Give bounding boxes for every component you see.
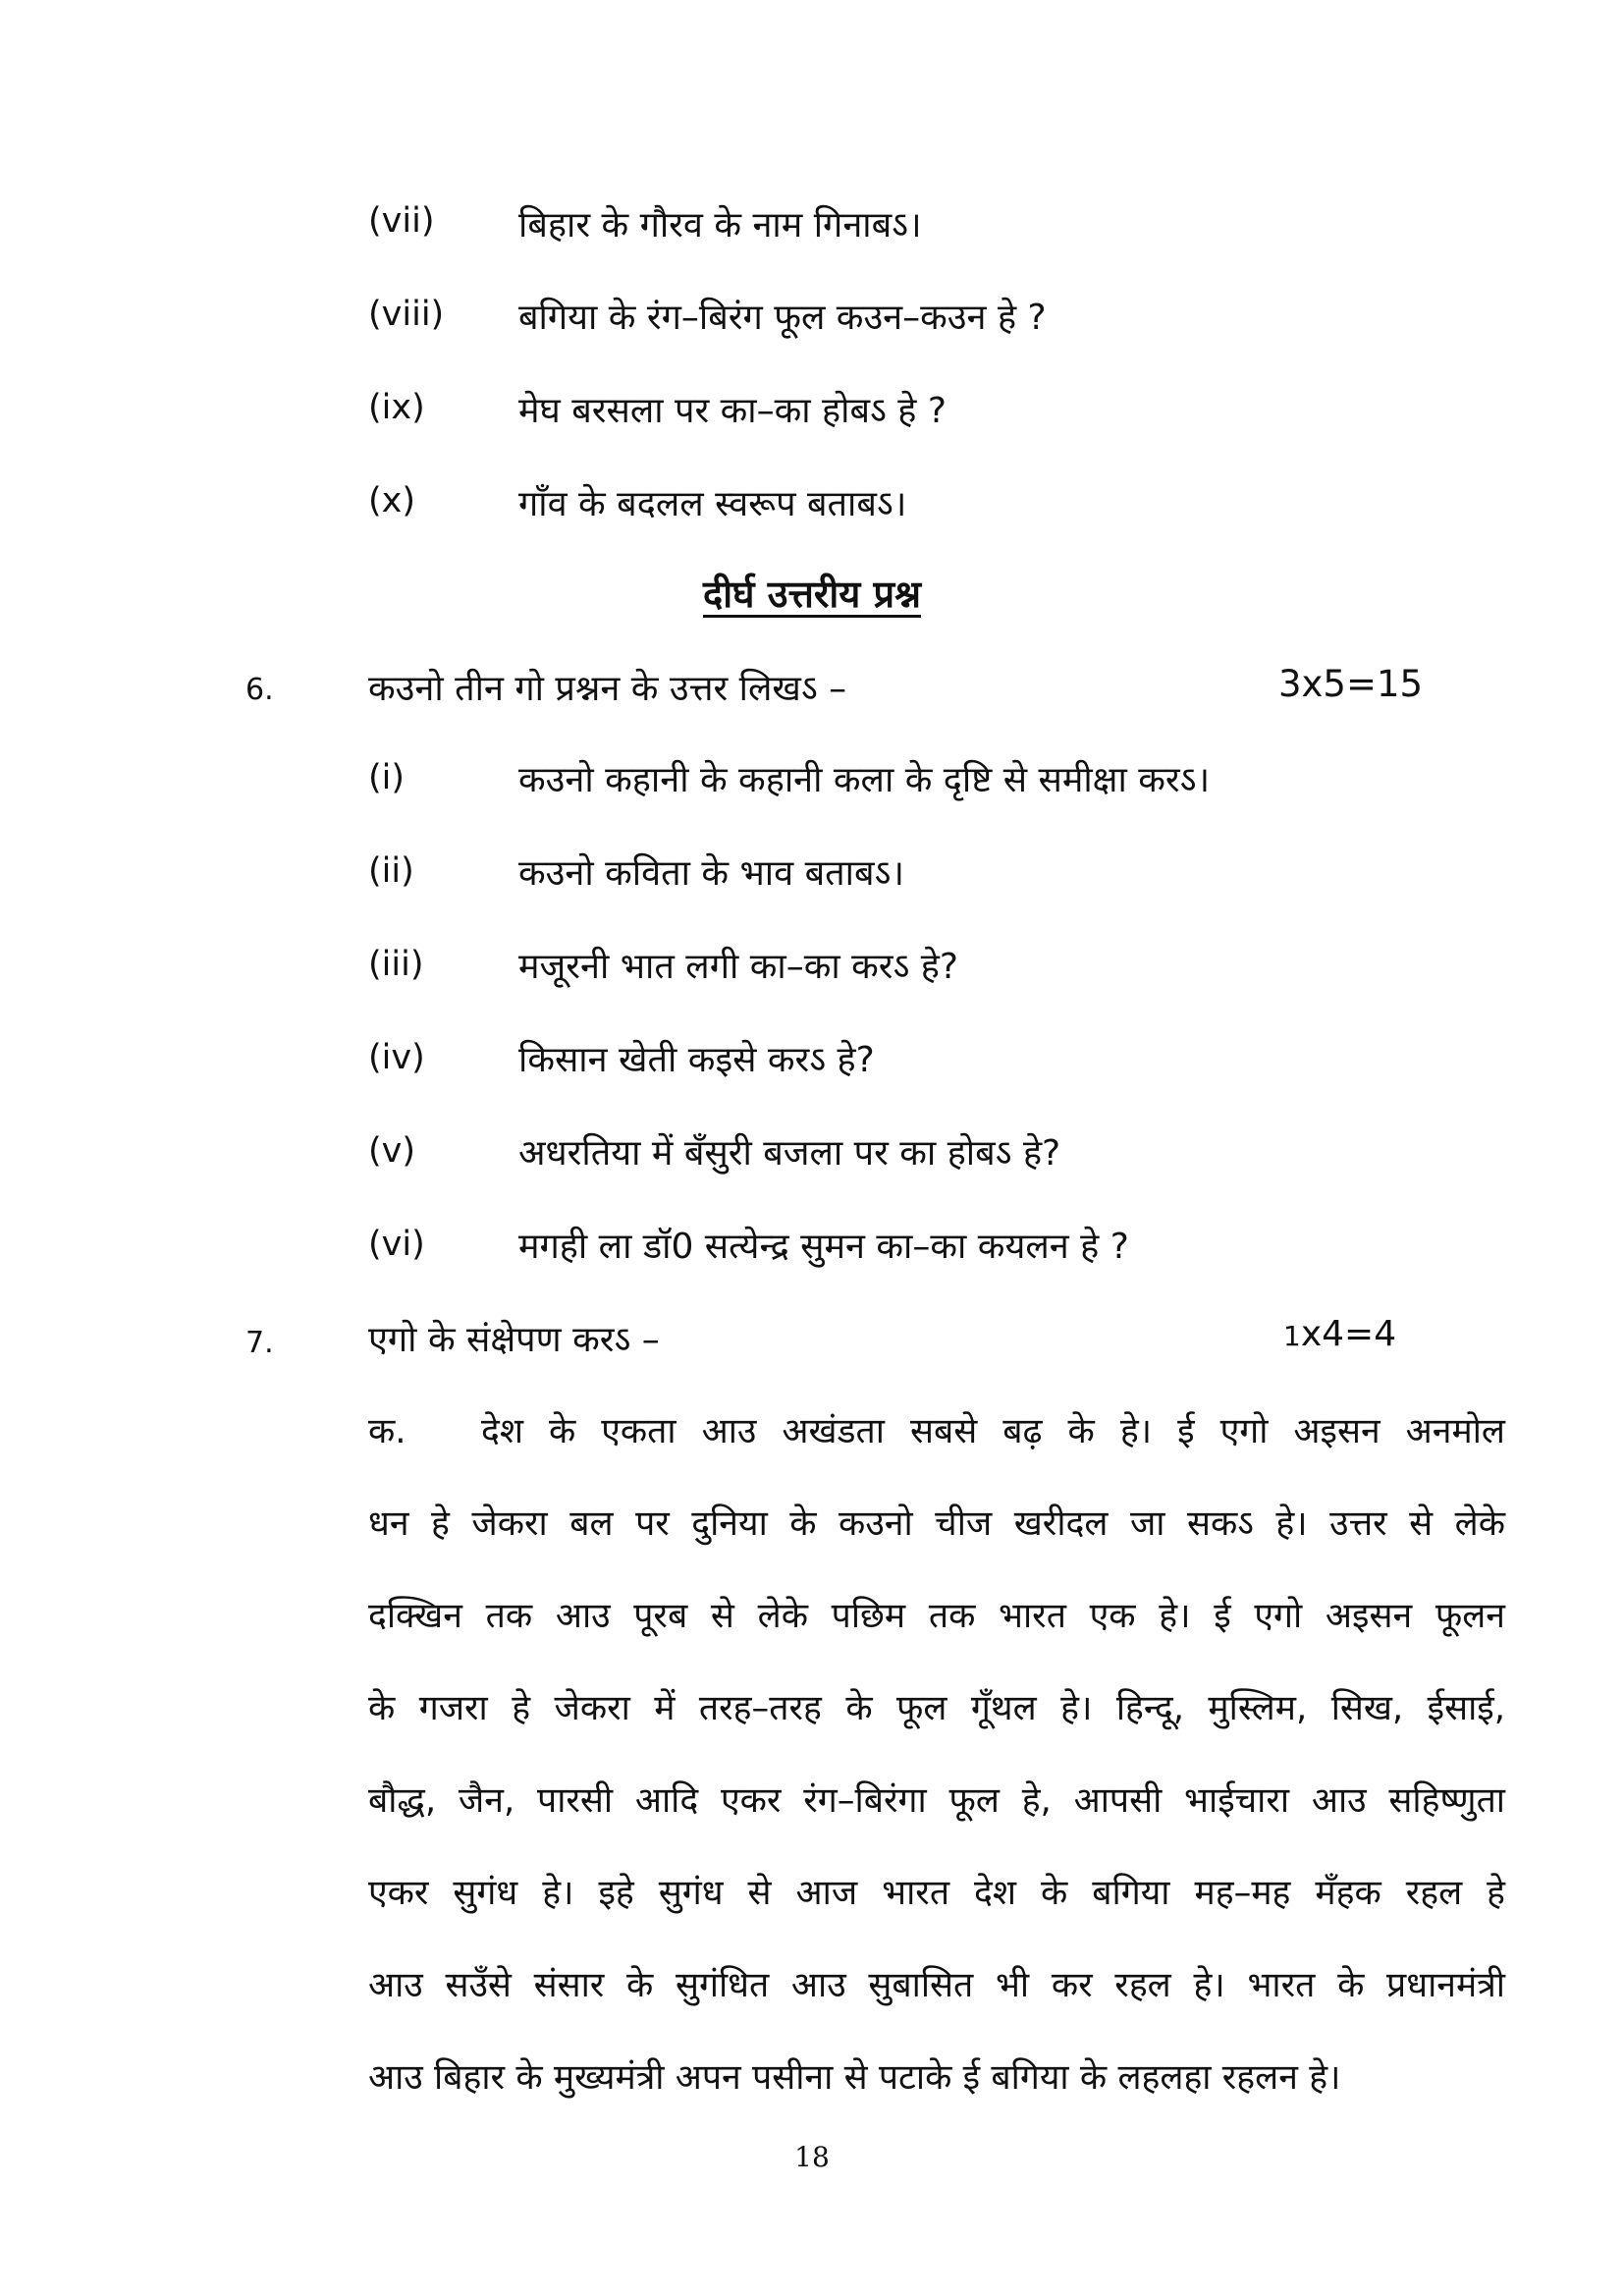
- question-7-marks-value: x4=4: [1300, 1314, 1397, 1354]
- item-text-i: कउनो कहानी के कहानी कला के दृष्टि से समीक्षा करऽ।: [518, 760, 1211, 800]
- question-7-number: 7.: [245, 1326, 274, 1360]
- question-6-number: 6.: [245, 673, 274, 707]
- item-text-v: अधरतिया में बँसुरी बजला पर का होबऽ हे?: [518, 1133, 1061, 1174]
- item-text-vii: बिहार के गौरव के नाम गिनाबऽ।: [518, 205, 922, 246]
- question-7-marks: [1283, 1314, 1396, 1354]
- item-label-x: (x): [368, 481, 416, 520]
- passage-label: क.: [368, 1411, 406, 1451]
- passage-line-5: बौद्ध, जैन, पारसी आदि एकर रंग–बिरंगा फूल हे, आपसी भाईचारा आउ सहिष्णुता: [368, 1780, 1505, 1821]
- question-6-marks: 3x5=15: [1278, 663, 1424, 705]
- passage-line-8: आउ बिहार के मुख्यमंत्री अपन पसीना से पटाके ई बगिया के लहलहा रहलन हे।: [368, 2057, 1341, 2098]
- item-label-v: (v): [368, 1131, 416, 1171]
- passage-line-3: दक्खिन तक आउ पूरब से लेके पछिम तक भारत एक हे। ई एगो अइसन फूलन: [368, 1596, 1505, 1636]
- passage-line-2: धन हे जेकरा बल पर दुनिया के कउनो चीज खरीदल जा सकऽ हे। उत्तर से लेके: [368, 1503, 1505, 1544]
- item-label-ii: (ii): [368, 851, 414, 891]
- question-6-text: कउनो तीन गो प्रश्नन के उत्तर लिखऽ –: [368, 669, 847, 709]
- item-label-i: (i): [368, 758, 406, 797]
- passage-line-7: आउ सउँसे संसार के सुगंधित आउ सुबासित भी कर रहल हे। भारत के प्रधानमंत्री: [368, 1965, 1505, 2005]
- question-7-text: एगो के संक्षेपण करऽ –: [368, 1320, 660, 1360]
- item-label-viii: (viii): [368, 295, 445, 334]
- item-text-iv: किसान खेती कइसे करऽ हे?: [518, 1040, 875, 1080]
- item-label-iv: (iv): [368, 1038, 425, 1077]
- item-text-viii: बगिया के रंग–बिरंग फूल कउन–कउन हे ?: [518, 298, 1047, 338]
- item-label-iii: (iii): [368, 945, 424, 984]
- question-7-marks-prefix: 1: [1283, 1320, 1301, 1352]
- item-label-vii: (vii): [368, 201, 435, 241]
- item-text-ii: कउनो कविता के भाव बताबऽ।: [518, 853, 904, 894]
- item-label-vi: (vi): [368, 1225, 425, 1264]
- passage-line-4: के गजरा हे जेकरा में तरह–तरह के फूल गूँथल हे। हिन्दू, मुस्लिम, सिख, ईसाई,: [368, 1688, 1505, 1728]
- item-text-ix: मेघ बरसला पर का–का होबऽ हे ?: [518, 391, 947, 431]
- item-text-iii: मजूरनी भात लगी का–का करऽ हे?: [518, 947, 958, 987]
- section-heading: दीर्घ उत्तरीय प्रश्न: [703, 573, 921, 616]
- item-text-vi: मगही ला डॉ0 सत्येन्द्र सुमन का–का कयलन हे ?: [518, 1227, 1129, 1267]
- passage-line-1: [368, 1406, 1505, 1453]
- item-label-ix: (ix): [368, 388, 425, 427]
- passage-line-1-text: देश के एकता आउ अखंडता सबसे बढ़ के हे। ई एगो अइसन अनमोल: [481, 1411, 1505, 1451]
- item-text-x: गाँव के बदलल स्वरूप बताबऽ।: [518, 484, 907, 524]
- passage-line-6: एकर सुगंध हे। इहे सुगंध से आज भारत देश के बगिया मह–मह मँहक रहल हे: [368, 1873, 1505, 1913]
- page-number: 18: [794, 2141, 830, 2173]
